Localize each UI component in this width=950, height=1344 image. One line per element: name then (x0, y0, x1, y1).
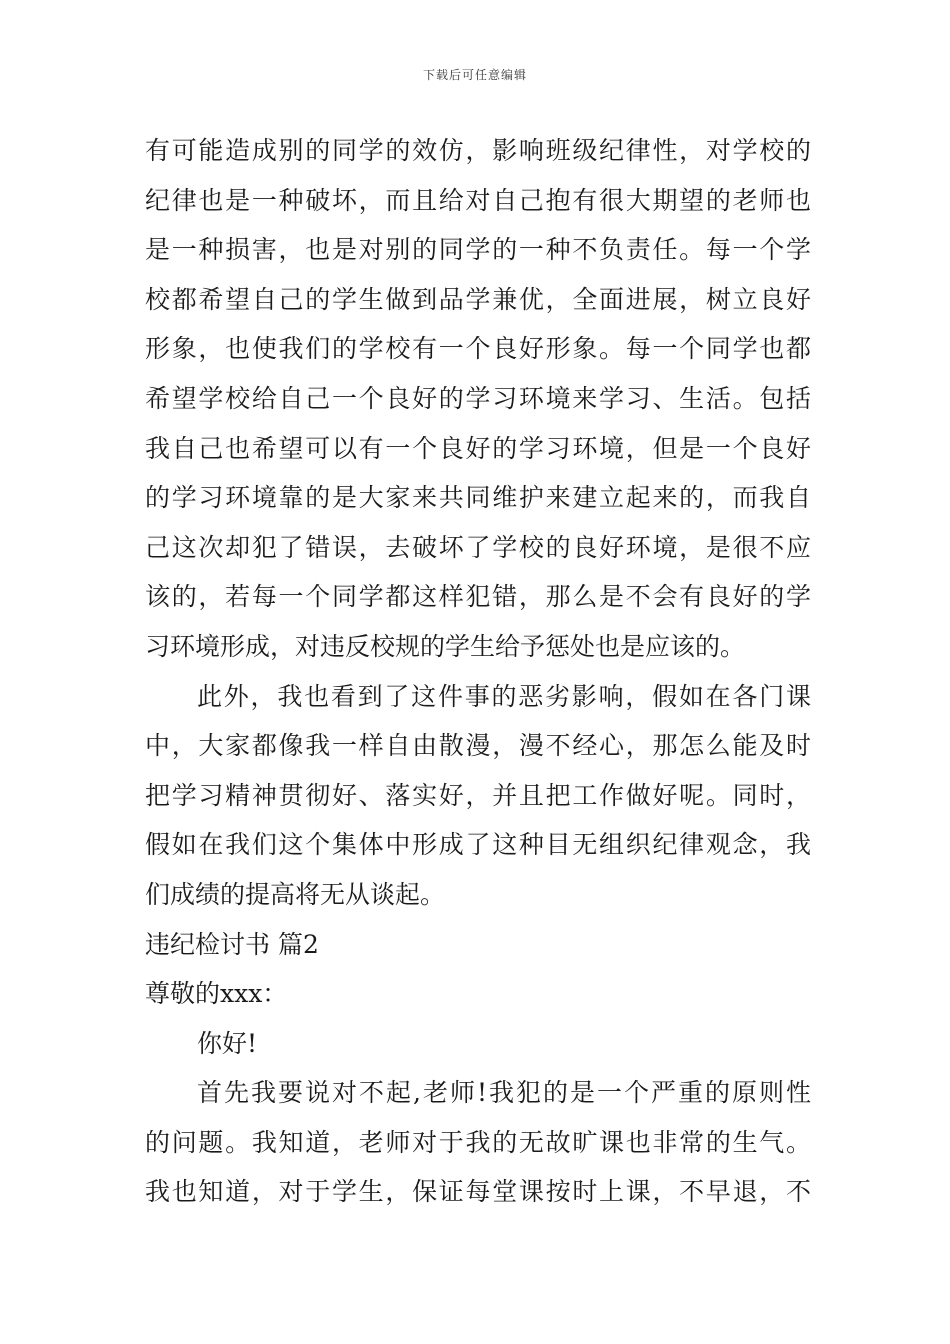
text-line: 是一种损害，也是对别的同学的一种不负责任。每一个学 (145, 235, 811, 265)
text-line: 该的，若每一个同学都这样犯错，那么是不会有良好的学 (145, 582, 811, 612)
text-line: 的学习环境靠的是大家来共同维护来建立起来的，而我自 (145, 483, 811, 513)
text-line: 们成绩的提高将无从谈起。 (145, 879, 446, 909)
text-line: 中，大家都像我一样自由散漫，漫不经心，那怎么能及时 (145, 731, 811, 761)
text-line: 我也知道，对于学生，保证每堂课按时上课，不早退，不 (145, 1177, 811, 1207)
text-line: 我自己也希望可以有一个良好的学习环境，但是一个良好 (145, 433, 811, 463)
greeting: 你好! (197, 1028, 258, 1058)
text-line: 己这次却犯了错误，去破坏了学校的良好环境，是很不应 (145, 532, 811, 562)
text-line: 把学习精神贯彻好、落实好，并且把工作做好呢。同时， (145, 780, 811, 810)
text-line: 形象，也使我们的学校有一个良好形象。每一个同学也都 (145, 334, 811, 364)
text-line: 此外，我也看到了这件事的恶劣影响，假如在各门课 (197, 681, 811, 711)
document-body (145, 126, 811, 1217)
text-line: 的问题。我知道，老师对于我的无故旷课也非常的生气。 (145, 1127, 811, 1157)
section-title: 违纪检讨书 篇2 (145, 929, 319, 959)
text-line: 假如在我们这个集体中形成了这种目无组织纪律观念，我 (145, 830, 811, 860)
text-line: 首先我要说对不起,老师!我犯的是一个严重的原则性 (197, 1078, 811, 1108)
text-line: 希望学校给自己一个良好的学习环境来学习、生活。包括 (145, 383, 811, 413)
header-note: 下载后可任意编辑 (422, 68, 527, 82)
text-line: 有可能造成别的同学的效仿，影响班级纪律性，对学校的 (145, 136, 811, 165)
text-line: 习环境形成，对违反校规的学生给予惩处也是应该的。 (145, 631, 746, 661)
salutation: 尊敬的xxx： (145, 979, 288, 1009)
text-line: 纪律也是一种破坏，而且给对自己抱有很大期望的老师也 (145, 185, 811, 215)
text-line: 校都希望自己的学生做到品学兼优，全面进展，树立良好 (145, 284, 811, 314)
